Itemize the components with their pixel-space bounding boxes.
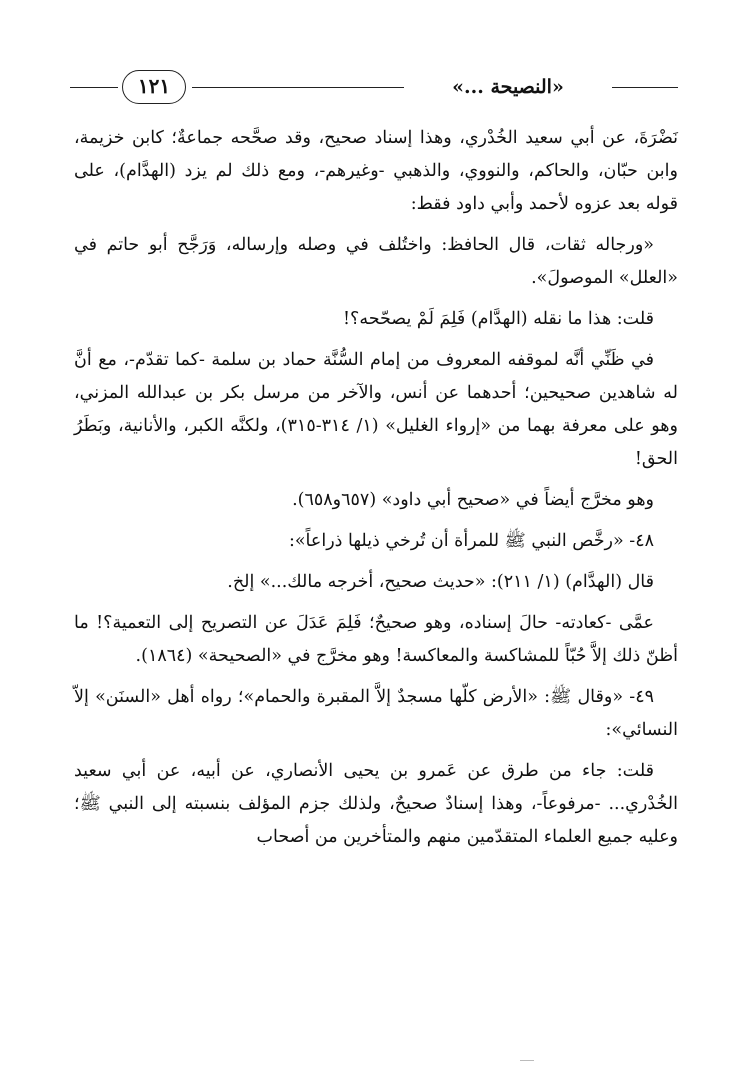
page-number: ١٢١ [122,70,186,104]
paragraph-quote: «ورجاله ثقات، قال الحافظ: واختُلف في وصله وإرساله، وَرَجَّح أبو حاتم في «العلل» الموصولَ». [74,235,678,288]
scan-mark [520,1060,534,1061]
paragraph-analysis: قلت: جاء من طرق عن عَمرو بن يحيى الأنصاري، عن أبيه، عن أبي سعيد الخُدْري... -مرفوعاً-، وهذا إسنادٌ صحيحٌ، ولذلك جزم المؤلف بنسبته إلى النبي ﷺ؛ وعليه جميع العلماء المتقدّمين منهم والمتأخرين من أصحاب [74,761,678,847]
paragraph-continuation: نَضْرَةَ، عن أبي سعيد الخُدْري، وهذا إسناد صحيح، وقد صحَّحه جماعةٌ؛ كابن خزيمة، وابن حبّان، والحاكم، والنووي، والذهبي -وغيرهم-، ومع ذلك لم يزد (الهدَّام)، على قوله بعد عزوه لأحمد وأبي داود فقط: [74,128,678,214]
hadith-49: ٤٩- «وقال ﷺ: «الأرض كلّها مسجدٌ إلاَّ المقبرة والحمام»؛ رواه أهل «السنَن» إلاّ النسائي»: [74,687,678,740]
header-rule-right [612,87,678,88]
page-body [74,122,678,862]
paragraph-commentary: عمَّى -كعادته- حالَ إسناده، وهو صحيحٌ؛ فَلِمَ عَدَلَ عن التصريح إلى التعمية؟! ما أظنّ ذلك إلاَّ حُبّاً للمشاكسة والمعاكسة! وهو مخرَّج في «الصحيحة» (١٨٦٤). [74,613,678,666]
paragraph-opinion: في ظَنِّي أنَّه لموقفه المعروف من إمام السُّنَّة حماد بن سلمة -كما تقدّم-، مع أنَّ له شاهدين صحيحين؛ أحدهما عن أنس، والآخر من مرسل بكر بن عبدالله المزني، وهو على معرفة بهما من «إرواء الغليل» (١/ ٣١٤-٣١٥)، ولكنَّه الكبر، والأنانية، وبَطَرُ الحق! [74,350,678,469]
header-rule-left [70,87,118,88]
page-header [70,66,678,108]
running-title: «النصيحة ...» [452,76,564,98]
header-rule-middle [192,87,404,88]
paragraph-citation: قال (الهدَّام) (١/ ٢١١): «حديث صحيح، أخرجه مالك...» إلخ. [227,572,654,592]
paragraph-reference: وهو مخرَّج أيضاً في «صحيح أبي داود» (٦٥٧و٦٥٨). [292,490,654,510]
hadith-48: ٤٨- «رخَّص النبي ﷺ للمرأة أن تُرخي ذيلها ذراعاً»: [288,531,654,551]
paragraph-question: قلت: هذا ما نقله (الهدَّام) فَلِمَ لَمْ يصحّحه؟! [343,309,654,329]
